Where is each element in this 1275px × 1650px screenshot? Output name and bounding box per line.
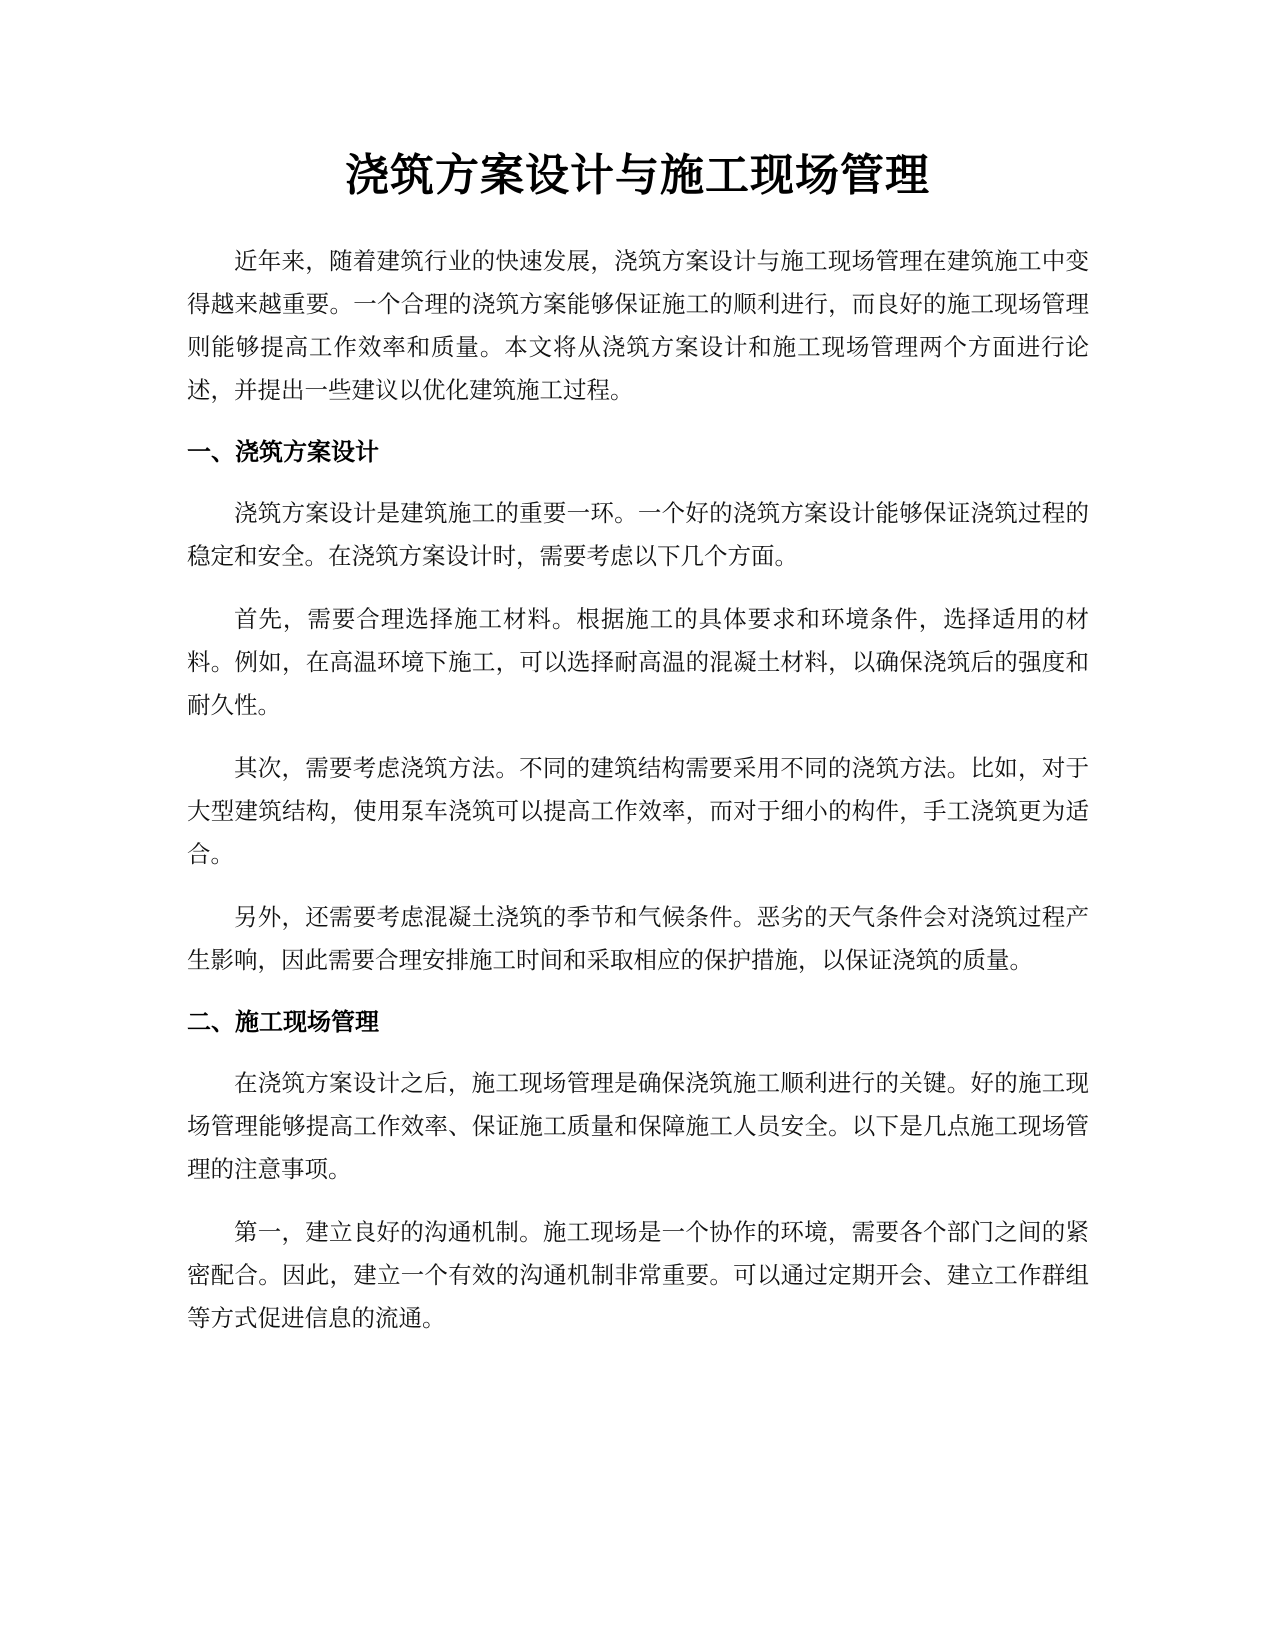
section-1-paragraph-1: 浇筑方案设计是建筑施工的重要一环。一个好的浇筑方案设计能够保证浇筑过程的稳定和安全。在浇筑方案设计时，需要考虑以下几个方面。 <box>187 499 1089 570</box>
section-1-paragraph-4: 另外，还需要考虑混凝土浇筑的季节和气候条件。恶劣的天气条件会对浇筑过程产生影响，因此需要合理安排施工时间和采取相应的保护措施，以保证浇筑的质量。 <box>187 903 1089 974</box>
document-title: 浇筑方案设计与施工现场管理 <box>345 150 930 201</box>
section-1-paragraph-3: 其次，需要考虑浇筑方法。不同的建筑结构需要采用不同的浇筑方法。比如，对于大型建筑结构，使用泵车浇筑可以提高工作效率，而对于细小的构件，手工浇筑更为适合。 <box>187 754 1089 868</box>
section-2-paragraph-2: 第一，建立良好的沟通机制。施工现场是一个协作的环境，需要各个部门之间的紧密配合。因此，建立一个有效的沟通机制非常重要。可以通过定期开会、建立工作群组等方式促进信息的流通。 <box>187 1218 1089 1332</box>
section-heading-2: 二、施工现场管理 <box>187 1008 379 1036</box>
intro-paragraph: 近年来，随着建筑行业的快速发展，浇筑方案设计与施工现场管理在建筑施工中变得越来越重要。一个合理的浇筑方案能够保证施工的顺利进行，而良好的施工现场管理则能够提高工作效率和质量。本文将从浇筑方案设计和施工现场管理两个方面进行论述，并提出一些建议以优化建筑施工过程。 <box>187 247 1089 404</box>
section-heading-1: 一、浇筑方案设计 <box>187 438 379 466</box>
section-2-paragraph-1: 在浇筑方案设计之后，施工现场管理是确保浇筑施工顺利进行的关键。好的施工现场管理能够提高工作效率、保证施工质量和保障施工人员安全。以下是几点施工现场管理的注意事项。 <box>187 1069 1089 1183</box>
section-1-paragraph-2: 首先，需要合理选择施工材料。根据施工的具体要求和环境条件，选择适用的材料。例如，在高温环境下施工，可以选择耐高温的混凝土材料，以确保浇筑后的强度和耐久性。 <box>187 605 1089 719</box>
document-body <box>187 240 1089 1360</box>
